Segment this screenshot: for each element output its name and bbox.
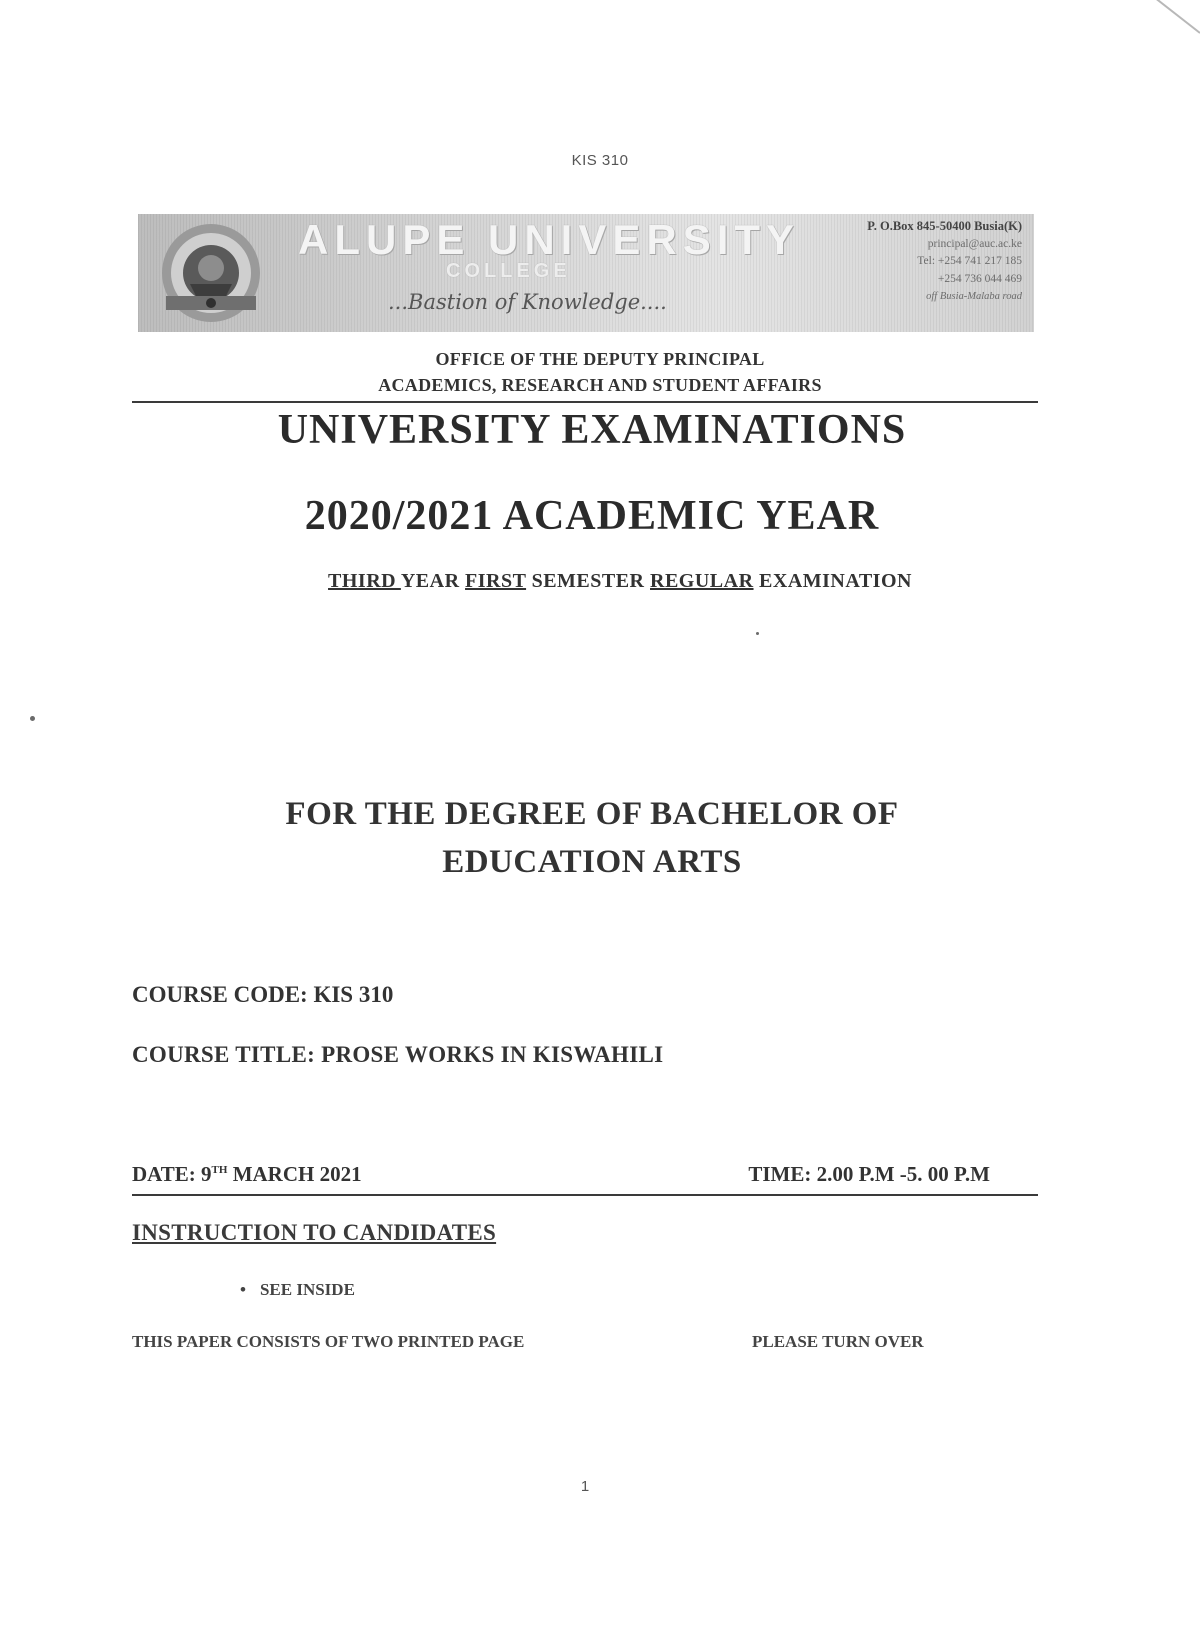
- contact-email: principal@auc.ac.ke: [927, 237, 1022, 250]
- contact-tel-1: Tel: +254 741 217 185: [917, 255, 1022, 267]
- instruction-text: SEE INSIDE: [259, 1280, 355, 1299]
- semester-line: [0, 570, 1200, 593]
- letterhead-banner: [138, 214, 1034, 332]
- pages-note: THIS PAPER CONSISTS OF TWO PRINTED PAGE: [132, 1332, 525, 1351]
- header-course-code: KIS 310: [571, 152, 629, 169]
- header-divider: [132, 401, 1038, 403]
- exam-title: UNIVERSITY EXAMINATIONS: [277, 407, 907, 453]
- date-ordinal: TH: [211, 1164, 228, 1176]
- university-name: ALUPE UNIVERSITY: [298, 216, 801, 263]
- university-subtitle: COLLEGE: [446, 260, 571, 282]
- scan-speck: [756, 632, 759, 635]
- instruction-item: [240, 1280, 355, 1300]
- university-seal-icon: [160, 222, 262, 324]
- contact-road: off Busia-Malaba road: [926, 291, 1022, 302]
- academic-year: 2020/2021 ACADEMIC YEAR: [304, 493, 880, 539]
- degree-heading: [0, 790, 1184, 886]
- schedule-divider: [132, 1194, 1038, 1196]
- degree-line-1: FOR THE DEGREE OF BACHELOR OF: [285, 796, 899, 832]
- date-suffix: MARCH 2021: [227, 1162, 362, 1186]
- office-line-1: OFFICE OF THE DEPUTY PRINCIPAL: [435, 349, 765, 369]
- scan-speck: [30, 716, 35, 721]
- course-code: COURSE CODE: KIS 310: [132, 982, 394, 1007]
- contact-tel-2: +254 736 044 469: [937, 272, 1022, 285]
- page-number: 1: [580, 1478, 590, 1495]
- course-title: COURSE TITLE: PROSE WORKS IN KISWAHILI: [132, 1042, 664, 1067]
- university-motto: ...Bastion of Knowledge....: [388, 290, 667, 314]
- degree-line-2: EDUCATION ARTS: [442, 844, 742, 880]
- semester-term-suffix: SEMESTER: [526, 570, 651, 592]
- office-heading: [0, 346, 1200, 398]
- semester-year: THIRD: [328, 570, 401, 592]
- instructions-heading: INSTRUCTION TO CANDIDATES: [132, 1220, 497, 1245]
- semester-year-suffix: YEAR: [400, 570, 466, 592]
- semester-type: REGULAR: [650, 570, 754, 592]
- contact-po-box: P. O.Box 845-50400 Busia(K): [867, 219, 1022, 233]
- turn-over-note: PLEASE TURN OVER: [752, 1332, 924, 1351]
- contact-block: [812, 218, 1022, 306]
- scan-edge-mark: [1152, 0, 1200, 34]
- date-prefix: DATE: 9: [132, 1162, 212, 1186]
- semester-type-suffix: EXAMINATION: [753, 570, 912, 592]
- semester-term: FIRST: [465, 570, 527, 592]
- exam-time: TIME: 2.00 P.M -5. 00 P.M: [748, 1162, 990, 1186]
- exam-date: [132, 1162, 362, 1187]
- bullet-icon: •: [240, 1280, 246, 1299]
- office-line-2: ACADEMICS, RESEARCH AND STUDENT AFFAIRS: [378, 375, 822, 395]
